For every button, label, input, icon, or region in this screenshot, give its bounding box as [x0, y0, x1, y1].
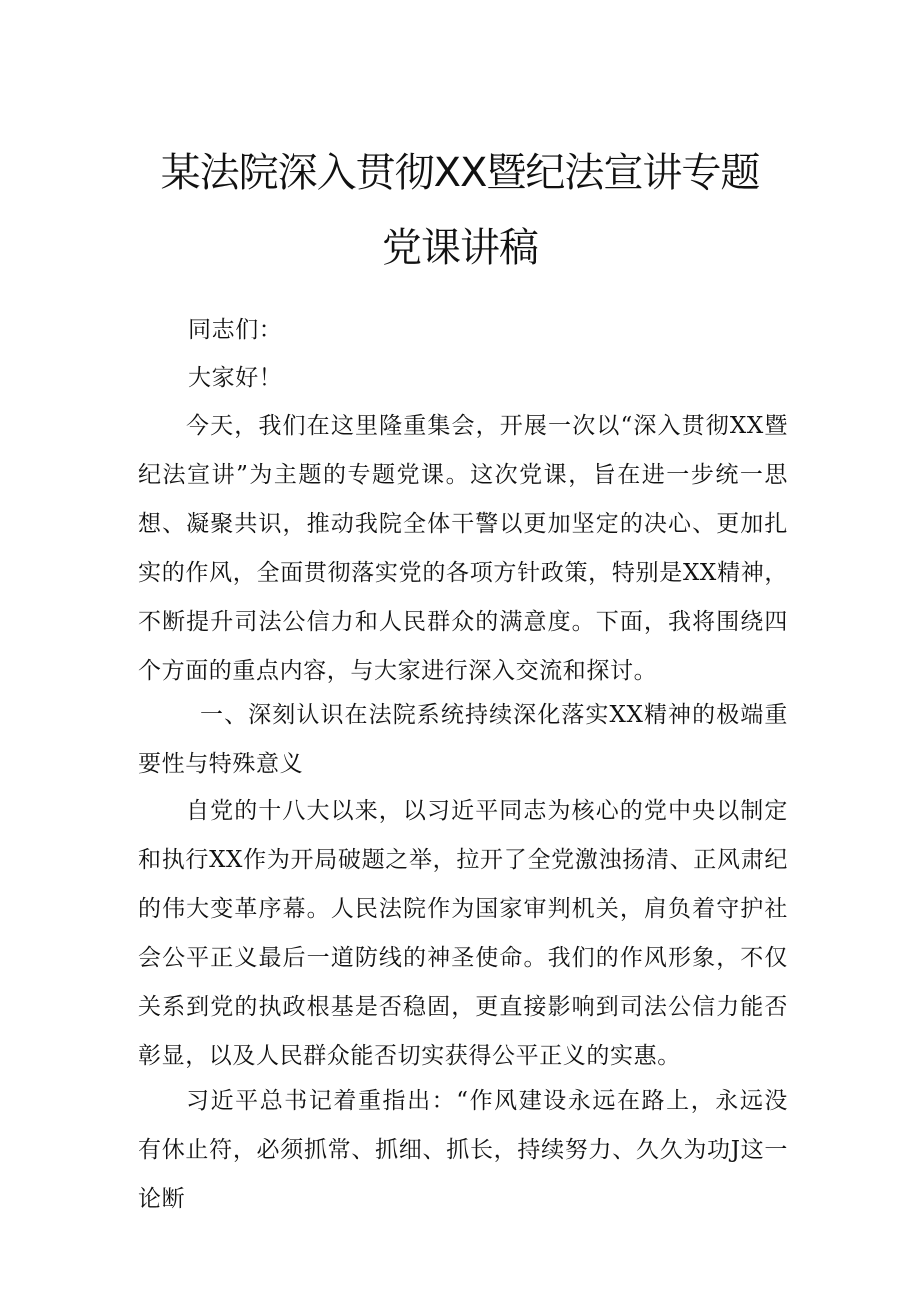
- section-1-heading: 一、深刻认识在法院系统持续深化落实XX精神的极端重要性与特殊意义: [138, 702, 788, 777]
- section-1-paragraph-1: 自党的十八大以来，以习近平同志为核心的党中央以制定和执行XX作为开局破题之举，拉开了全党激浊扬清、正风肃纪的伟大变革序幕。人民法院作为国家审判机关，肩负着守护社会公平正义最后一道防线的神圣使命。我们的作风形象，不仅关系到党的执政根基是否稳固，更直接影响到司法公信力能否彰显，以及人民群众能否切实获得公平正义的实惠。: [138, 798, 788, 1069]
- intro-paragraph: 今天，我们在这里隆重集会，开展一次以“深入贯彻XX暨纪法宣讲”为主题的专题党课。这次党课，旨在进一步统一思想、凝聚共识，推动我院全体干警以更加坚定的决心、更加扎实的作风，全面贯彻落实党的各项方针政策，特别是XX精神，不断提升司法公信力和人民群众的满意度。下面，我将围绕四个方面的重点内容，与大家进行深入交流和探讨。: [138, 413, 788, 684]
- greeting: 大家好！: [188, 365, 283, 391]
- document-title-line-1: 某法院深入贯彻XX暨纪法宣讲专题: [160, 150, 760, 196]
- document-title-line-2: 党课讲稿: [382, 225, 538, 271]
- salutation: 同志们：: [188, 317, 283, 343]
- section-1-paragraph-2: 习近平总书记着重指出：“作风建设永远在路上，永远没有休止符，必须抓常、抓细、抓长，持续努力、久久为功J这一论断: [138, 1088, 788, 1212]
